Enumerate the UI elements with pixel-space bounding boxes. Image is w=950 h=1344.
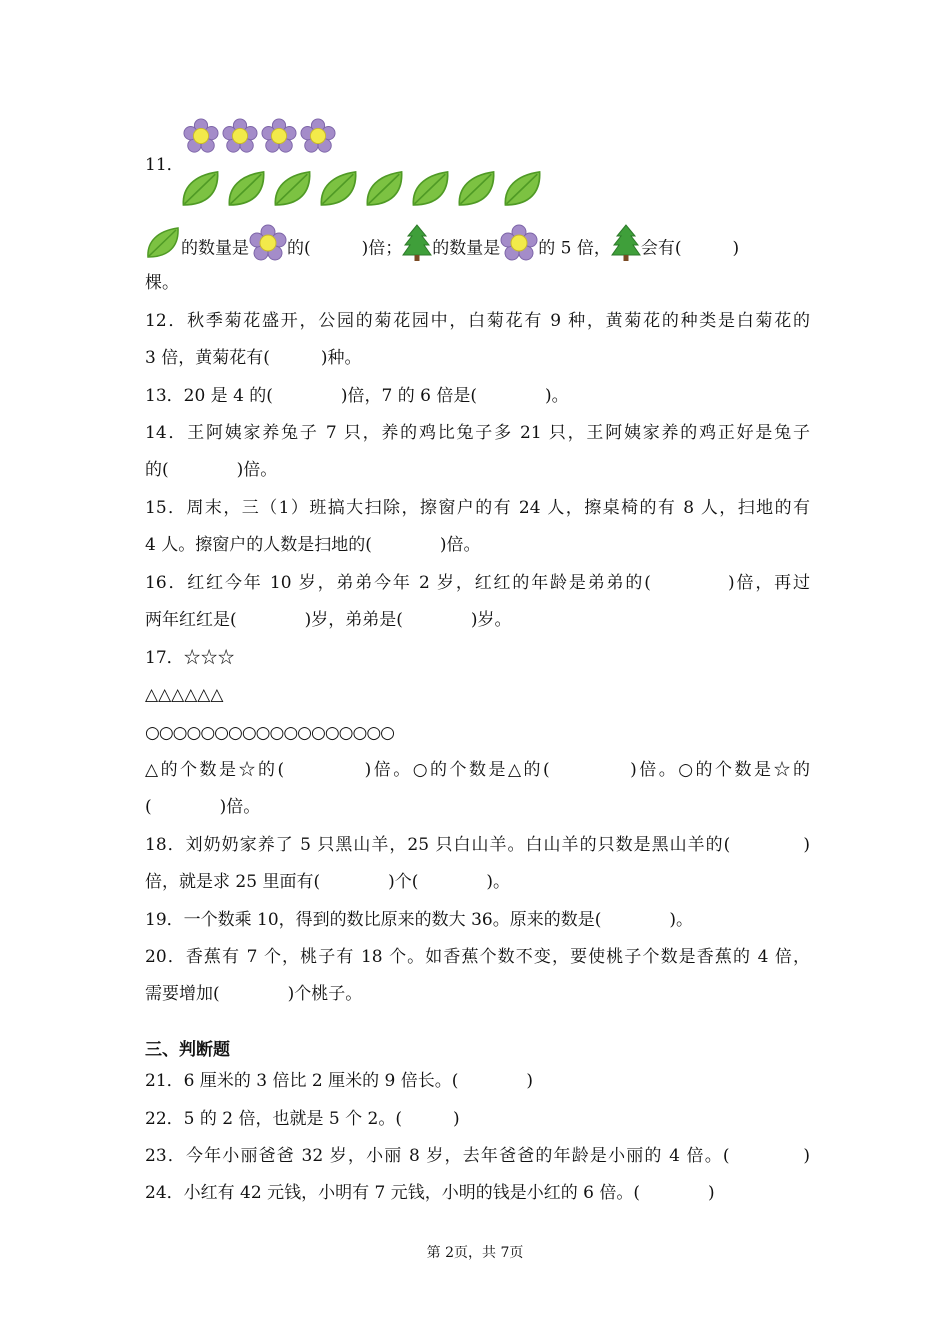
q14-line2: 的( )倍。: [145, 460, 278, 480]
leaf-row: [180, 168, 548, 214]
q14-line1: 14．王阿姨家养兔子 7 只，养的鸡比兔子多 21 只，王阿姨家养的鸡正好是兔子: [145, 423, 810, 443]
q22-line1: 22．5 的 2 倍，也就是 5 个 2。( ): [145, 1109, 460, 1129]
q20-line1: 20．香蕉有 7 个，桃子有 18 个。如香蕉个数不变，要使桃子个数是香蕉的 4 倍，: [145, 947, 810, 967]
q11-text-a2: 的( )倍；: [287, 238, 403, 259]
flower-icon: [500, 224, 538, 274]
leaf-icon: [318, 168, 359, 214]
leaf-icon: [502, 168, 543, 214]
q17-line5: ( )倍。: [145, 797, 261, 817]
q12-line1: 12．秋季菊花盛开，公园的菊花园中，白菊花有 9 种，黄菊花的种类是白菊花的: [145, 311, 810, 331]
q11-text-a1: 的数量是: [181, 238, 249, 259]
leaf-icon: [456, 168, 497, 214]
q17-circles: ○○○○○○○○○○○○○○○○○○: [145, 723, 395, 743]
leaf-icon: [145, 226, 181, 272]
q19-line1: 19．一个数乘 10，得到的数比原来的数大 36。原来的数是( )。: [145, 910, 693, 930]
leaf-icon: [180, 168, 221, 214]
q20-line2: 需要增加( )个桃子。: [145, 984, 363, 1004]
leaf-icon: [410, 168, 451, 214]
tree-icon: [402, 224, 432, 274]
q18-line2: 倍，就是求 25 里面有( )个( )。: [145, 872, 510, 892]
q11-number: 11．: [145, 155, 184, 175]
leaf-icon: [226, 168, 267, 214]
q15-line2: 4 人。擦窗户的人数是扫地的( )倍。: [145, 535, 481, 555]
page-footer: 第 2页，共 7页: [426, 1245, 524, 1261]
leaf-icon: [272, 168, 313, 214]
tree-icon: [611, 224, 641, 274]
q11-line1: [145, 224, 810, 260]
section-title-judgement: 三、判断题: [145, 1040, 230, 1060]
q21-line1: 21．6 厘米的 3 倍比 2 厘米的 9 倍长。( ): [145, 1071, 533, 1091]
q24-line1: 24．小红有 42 元钱，小明有 7 元钱，小明的钱是小红的 6 倍。( ): [145, 1183, 715, 1203]
q11-text-a5: 会有( ): [640, 238, 740, 259]
q16-line1: 16．红红今年 10 岁，弟弟今年 2 岁，红红的年龄是弟弟的( )倍，再过: [145, 573, 810, 593]
q11-text-a3: 的数量是: [432, 238, 501, 259]
q15-line1: 15．周末，三（1）班搞大扫除，擦窗户的有 24 人，擦桌椅的有 8 人，扫地的有: [145, 498, 810, 518]
q11-line2: 棵。: [145, 273, 179, 293]
flower-icon: [249, 224, 287, 274]
q13-line1: 13．20 是 4 的( )倍，7 的 6 倍是( )。: [145, 386, 569, 406]
q18-line1: 18．刘奶奶家养了 5 只黑山羊，25 只白山羊。白山羊的只数是黑山羊的( ): [145, 835, 810, 855]
leaf-icon: [364, 168, 405, 214]
q11-text-a4: 的 5 倍，: [538, 238, 611, 259]
q17-triangles: △△△△△△: [145, 685, 224, 705]
q17-stars: 17．☆☆☆: [145, 648, 235, 668]
q23-line1: 23．今年小丽爸爸 32 岁，小丽 8 岁，去年爸爸的年龄是小丽的 4 倍。( ): [145, 1146, 810, 1166]
q12-line2: 3 倍，黄菊花有( )种。: [145, 348, 362, 368]
q17-line4: △的个数是☆的( )倍。○的个数是△的( )倍。○的个数是☆的: [145, 760, 810, 780]
q16-line2: 两年红红是( )岁，弟弟是( )岁。: [145, 610, 512, 630]
